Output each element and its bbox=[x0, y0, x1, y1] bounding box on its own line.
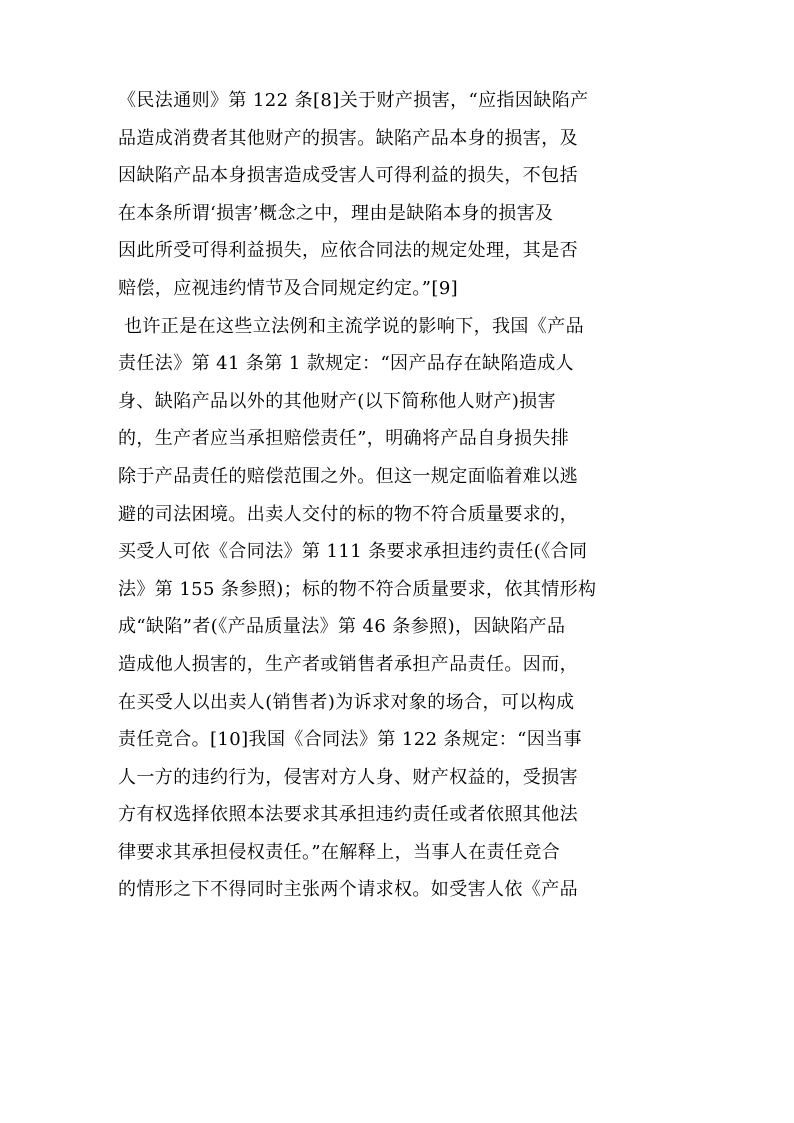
text-line: 因缺陷产品本身损害造成受害人可得利益的损失，不包括 bbox=[118, 165, 578, 187]
text-line: 买受人可依《合同法》第 111 条要求承担违约责任(《合同 bbox=[118, 541, 588, 563]
text-line: 责任法》第 41 条第 1 款规定：“因产品存在缺陷造成人 bbox=[118, 353, 575, 375]
text-line: 也许正是在这些立法例和主流学说的影响下，我国《产品 bbox=[124, 315, 584, 337]
text-line: 成“缺陷”者(《产品质量法》第 46 条参照)，因缺陷产品 bbox=[118, 616, 566, 638]
text-line: 除于产品责任的赔偿范围之外。但这一规定面临着难以逃 bbox=[118, 465, 578, 487]
text-line: 人一方的违约行为，侵害对方人身、财产权益的，受损害 bbox=[118, 766, 578, 788]
text-line: 的，生产者应当承担赔偿责任”，明确将产品自身损失排 bbox=[118, 428, 570, 450]
text-line: 身、缺陷产品以外的其他财产(以下简称他人财产)损害 bbox=[118, 390, 557, 412]
text-line: 责任竞合。[10]我国《合同法》第 122 条规定：“因当事 bbox=[118, 729, 582, 751]
text-line: 律要求其承担侵权责任。”在解释上，当事人在责任竞合 bbox=[118, 841, 561, 863]
text-line: 的情形之下不得同时主张两个请求权。如受害人依《产品 bbox=[118, 879, 578, 901]
text-line: 造成他人损害的，生产者或销售者承担产品责任。因而， bbox=[118, 653, 578, 675]
text-line: 避的司法困境。出卖人交付的标的物不符合质量要求的， bbox=[118, 503, 578, 525]
text-line: 《民法通则》第 122 条[8]关于财产损害，“应指因缺陷产 bbox=[118, 90, 589, 111]
text-line: 赔偿，应视违约情节及合同规定约定。”[9] bbox=[118, 277, 459, 299]
text-line: 在买受人以出卖人(销售者)为诉求对象的场合，可以构成 bbox=[118, 691, 575, 713]
body-text bbox=[118, 82, 678, 909]
text-line: 因此所受可得利益损失，应依合同法的规定处理，其是否 bbox=[118, 240, 578, 262]
text-line: 在本条所谓‘损害’概念之中，理由是缺陷本身的损害及 bbox=[118, 202, 554, 224]
text-line: 法》第 155 条参照)；标的物不符合质量要求，依其情形构 bbox=[118, 578, 597, 600]
text-line: 品造成消费者其他财产的损害。缺陷产品本身的损害，及 bbox=[118, 127, 578, 149]
text-line: 方有权选择依照本法要求其承担违约责任或者依照其他法 bbox=[118, 804, 578, 826]
